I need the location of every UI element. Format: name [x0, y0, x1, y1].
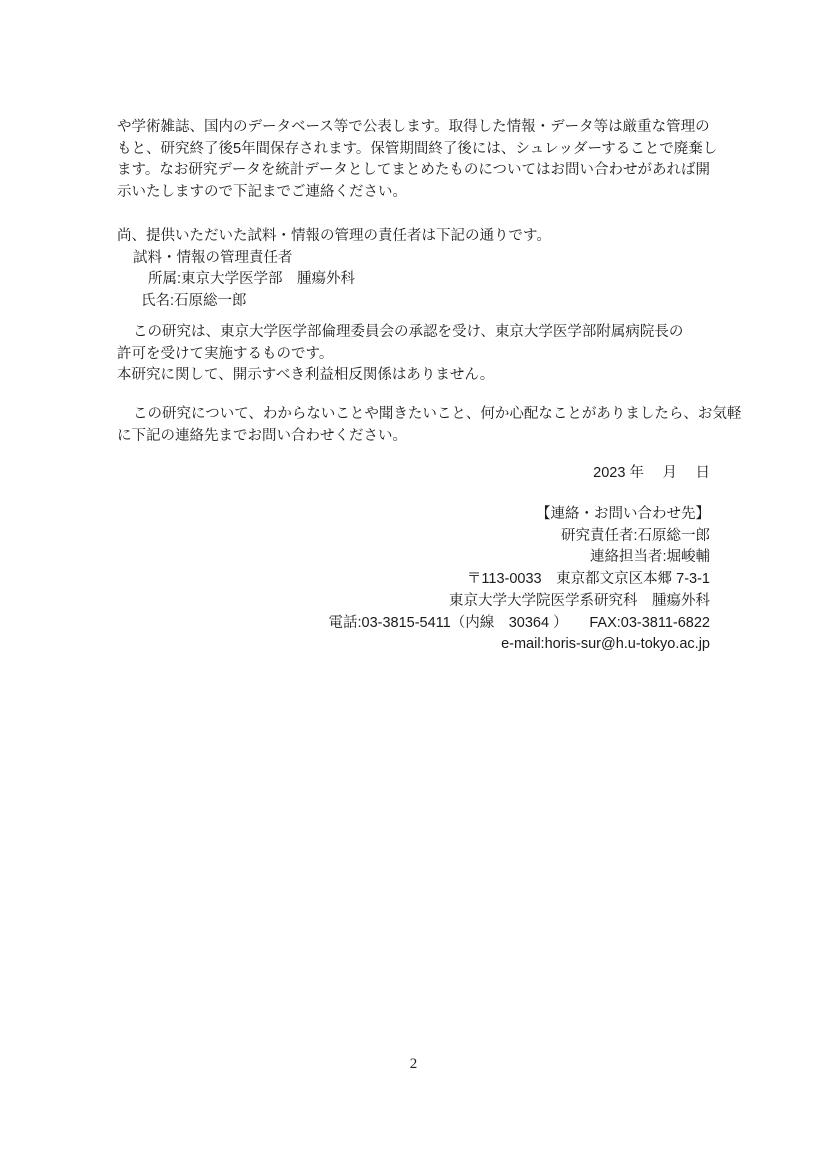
text-line: 許可を受けて実施するものです。 [117, 345, 334, 362]
text-line: に下記の連絡先までお問い合わせください。 [117, 427, 407, 444]
contact-block [117, 504, 710, 656]
email-line: e-mail:horis-sur@h.u-tokyo.ac.jp [501, 636, 710, 653]
text-line: この研究は、東京大学医学部倫理委員会の承認を受け、東京大学医学部附属病院長の [133, 324, 684, 340]
principal-investigator: 研究責任者:石原総一郎 [560, 527, 710, 544]
contact-heading: 【連絡・お問い合わせ先】 [536, 506, 710, 522]
text-line: や学術雑誌、国内のデータベース等で公表します。取得した情報・データ等は厳重な管理の [117, 119, 710, 135]
manager-name: 氏名:石原総一郎 [141, 293, 247, 310]
text-line: この研究について、わからないことや聞きたいこと、何か心配なことがありましたら、お気軽 [133, 406, 742, 422]
text-line: 本研究に関して、開示すべき利益相反関係はありません。 [117, 367, 495, 384]
text-line: 試料・情報の管理責任者 [133, 249, 293, 266]
paragraph-contact-intro [117, 404, 742, 447]
manager-affiliation: 所属:東京大学医学部 腫瘍外科 [148, 271, 356, 288]
department-address: 東京大学大学院医学系研究科 腫瘍外科 [449, 592, 710, 609]
contact-person: 連絡担当者:堀峻輔 [589, 549, 710, 566]
text-line: ます。なお研究データを統計データとしてまとめたものについてはお問い合わせがあれば開 [117, 162, 711, 179]
date-line: 2023 年 月 日 [593, 465, 710, 481]
paragraph-ethics [117, 322, 710, 387]
paragraph-sample-manager [117, 226, 710, 313]
text-line: 尚、提供いただいた試料・情報の管理の責任者は下記の通りです。 [117, 228, 551, 244]
postal-address: 〒113-0033 東京都文京区本郷 7-3-1 [466, 571, 710, 588]
phone-fax-line: 電話:03-3815-5411（内線 30364 ） FAX:03-3811-6822 [328, 614, 710, 631]
page-number: 2 [409, 1056, 418, 1072]
text-line: 示いたしますので下記までご連絡ください。 [117, 184, 407, 201]
date-line-container [117, 463, 710, 485]
page-footer [0, 1056, 827, 1073]
paragraph-data-handling [117, 117, 718, 204]
text-line: もと、研究終了後5年間保存されます。保管期間終了後には、シュレッダーすることで廃棄し [117, 140, 718, 157]
